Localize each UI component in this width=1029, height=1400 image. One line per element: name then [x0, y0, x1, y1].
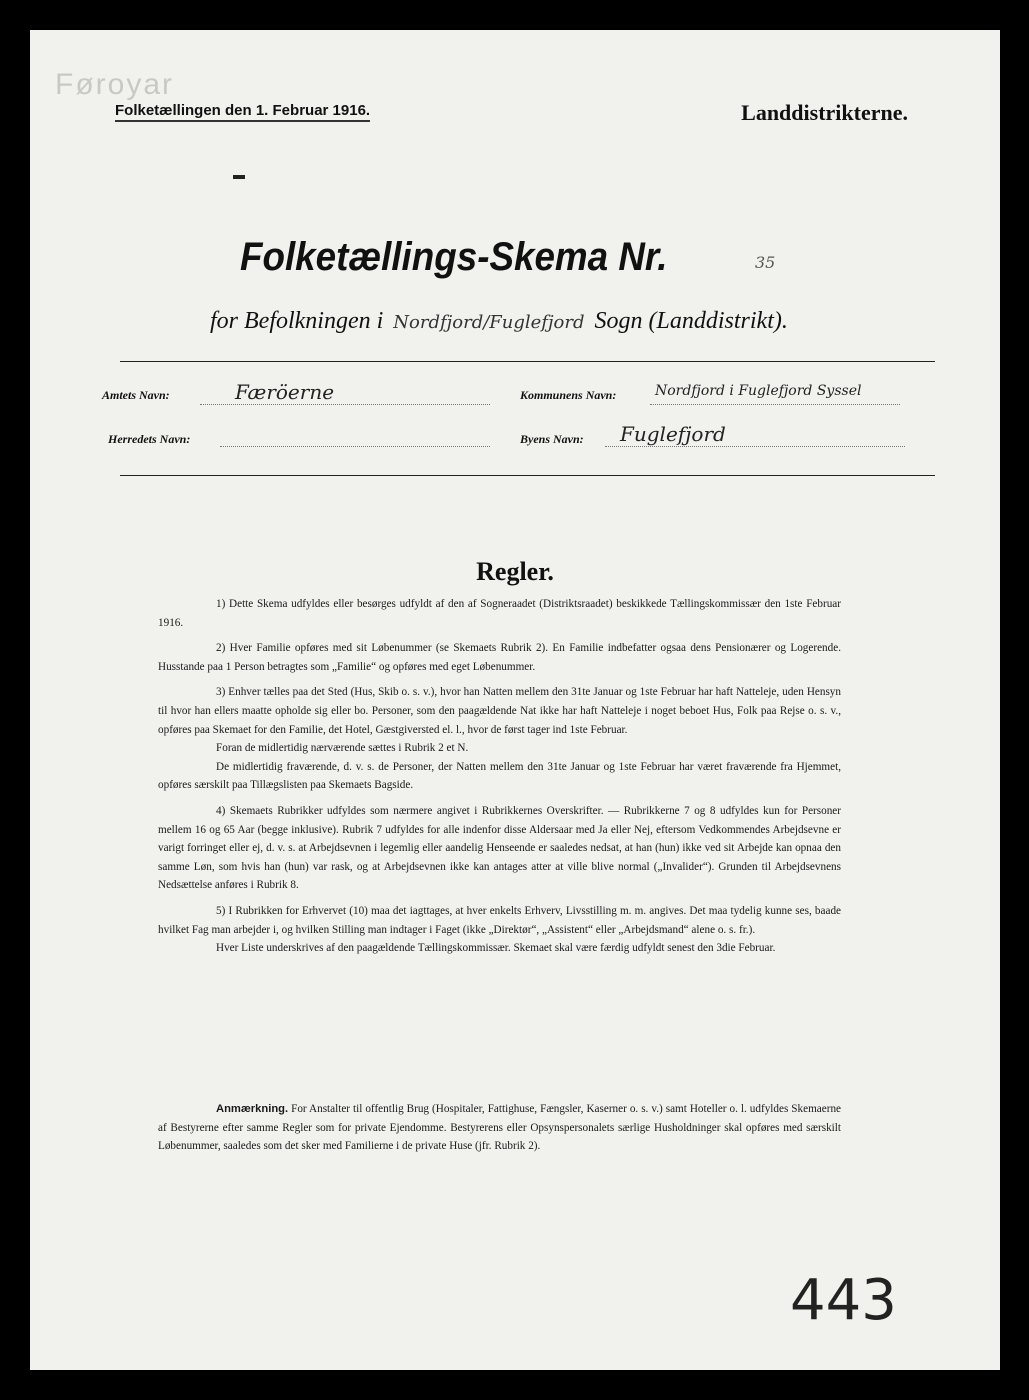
kommune-label: Kommunens Navn:: [520, 388, 617, 402]
amt-value: Færöerne: [235, 380, 335, 404]
form-subtitle: [210, 308, 788, 335]
note-label: Anmærkning.: [216, 1103, 289, 1115]
rules-body: [158, 595, 841, 965]
amt-line: [200, 404, 490, 405]
sogn-handwritten: Nordfjord/Fuglefjord: [393, 312, 585, 333]
rules-heading: Regler.: [476, 557, 554, 586]
by-label: Byens Navn:: [520, 432, 584, 446]
rule-3b: Foran de midlertidig nærværende sættes i Rubrik 2 et N.: [216, 742, 469, 755]
census-date-header: Folketællingen den 1. Februar 1916.: [115, 102, 370, 122]
rule-3c: De midlertidig fraværende, d. v. s. de Personer, der Natten mellem den 31te Januar og 1ste Februar har været fraværende fra Hjemmet, opføres særskilt paa Tillægslisten paa Skemaets Bagside.: [158, 760, 841, 792]
amt-label: Amtets Navn:: [102, 388, 170, 402]
rule-5b: Hver Liste underskrives af den paagældende Tællingskommissær. Skemaet skal være færdig udfyldt senest den 3die Februar.: [216, 942, 776, 955]
census-form-page: [30, 30, 1000, 1370]
rule-5: 5) I Rubrikken for Erhvervet (10) maa det iagttages, at hver enkelts Erhverv, Livsstilling m. m. angives. Det maa tydelig kunne ses, baade hvilket Fag man arbejder i, og hvilken Stilling man indtager i Faget (ikke „Direktør“, „Assistent“ eller „Arbejdsmand“ alene o. s. fr.).: [158, 904, 841, 936]
page-number: 443: [790, 1268, 897, 1333]
subtitle-prefix: for Befolkningen i: [210, 308, 384, 334]
rule-3: 3) Enhver tælles paa det Sted (Hus, Skib o. s. v.), hvor han Natten mellem den 31te Januar og 1ste Februar har haft Natteleje, uden Hensyn til hvor han ellers maatte opholde sig eller bo. Personer, som den paagældende Nat ikke har haft Natteleje i noget beboet Hus, Folk paa Rejse o. s. v., opføres paa Skemaet for den Familie, det Hotel, Gæstgiversted el. l., hvor de først tager ind 1ste Februar.: [158, 686, 841, 736]
district-type-header: Landdistrikterne.: [741, 100, 908, 125]
skema-number: 35: [755, 253, 776, 272]
divider-bottom: [120, 475, 935, 476]
rule-4: 4) Skemaets Rubrikker udfyldes som nærmere angivet i Rubrikkernes Overskrifter. — Rubrikkerne 7 og 8 udfyldes kun for Personer mellem 16 og 65 Aar (begge inklusive). Rubrik 7 udfyldes for alle indenfor disse Aldersaar med Ja eller Nej, eftersom Vedkommendes Arbejdsevne er varigt forringet eller ej, d. v. s. at Arbejdsevnen i legemlig eller aandelig Henseende er saaledes nedsat, at han (hun) ikke ved sit Arbejde kan opnaa den samme Løn, som hvis han (hun) var rask, og at Arbejdsevnen ikke kan antages atter at ville blive normal („Invalider“). Grunden til Arbejdsevnens Nedsættelse anføres i Rubrik 8.: [158, 804, 841, 892]
herred-label: Herredets Navn:: [108, 432, 191, 446]
form-title: Folketællings-Skema Nr.: [240, 235, 668, 279]
mark-dash: [233, 175, 245, 179]
herred-line: [220, 446, 490, 447]
note-paragraph: [158, 1100, 841, 1156]
rule-1: 1) Dette Skema udfyldes eller besørges udfyldt af den af Sogneraadet (Distriktsraadet) beskikkede Tællingskommissær den 1ste Februar 1916.: [158, 598, 841, 629]
note-text: For Anstalter til offentlig Brug (Hospitaler, Fattighuse, Fængsler, Kaserner o. s. v.) samt Hoteller o. l. udfyldes Skemaerne af Bestyrerne efter samme Regler som for private Ejendomme. Bestyrerens eller Opsynspersonalets særlige Husholdninger skal opføres med særskilt Løbenummer, saaledes som det sker med Familierne i de private Huse (jfr. Rubrik 2).: [158, 1103, 841, 1153]
by-line: [605, 446, 905, 447]
divider-top: [120, 361, 935, 362]
by-value: Fuglefjord: [620, 422, 726, 446]
archive-stamp: Føroyar: [55, 68, 174, 101]
subtitle-suffix: Sogn (Landdistrikt).: [594, 308, 788, 334]
kommune-line: [650, 404, 900, 405]
rule-2: 2) Hver Familie opføres med sit Løbenummer (se Skemaets Rubrik 2). En Familie indbefatter ogsaa dens Pensionærer og Logerende. Husstande paa 1 Person betragtes som „Familie“ og opføres med eget Løbenummer.: [158, 642, 841, 673]
kommune-value: Nordfjord i Fuglefjord Syssel: [655, 383, 862, 399]
